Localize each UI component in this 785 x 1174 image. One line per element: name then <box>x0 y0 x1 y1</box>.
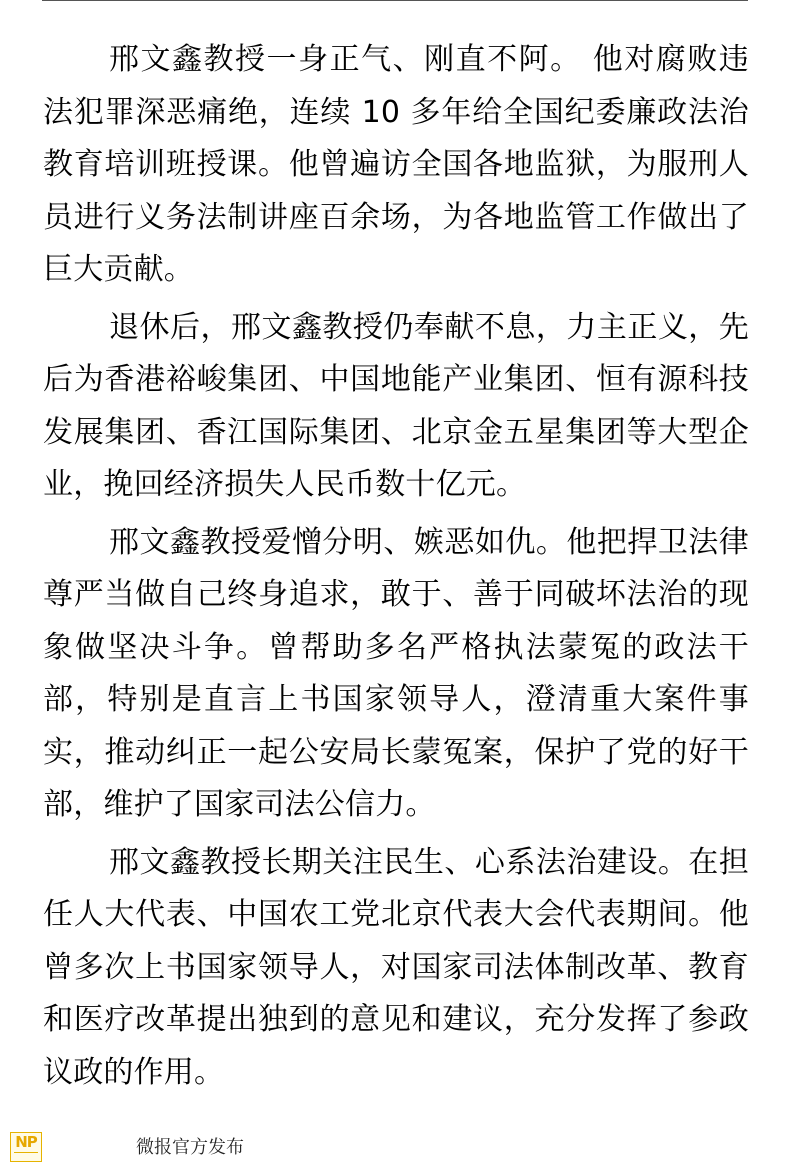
logo-underline <box>14 1152 38 1159</box>
top-divider <box>42 0 748 1</box>
footer <box>10 1128 770 1168</box>
footer-caption: 微报官方发布 <box>136 1137 244 1158</box>
paragraph-3: 邢文鑫教授爱憎分明、嫉恶如仇。他把捍卫法律尊严当做自己终身追求，敢于、善于同破坏法治的现象做坚决斗争。曾帮助多名严格执法蒙冤的政法干部，特别是直言上书国家领导人，澄清重大案件事实，推动纠正一起公安局长蒙冤案，保护了党的好干部，维护了国家司法公信力。 <box>43 524 749 822</box>
paragraph-1: 邢文鑫教授一身正气、刚直不阿。 他对腐败违法犯罪深恶痛绝，连续 10 多年给全国纪委廉政法治教育培训班授课。他曾遍访全国各地监狱，为服刑人员进行义务法制讲座百余场，为各地监管工作做出了巨大贡献。 <box>43 42 749 287</box>
paragraph-4: 邢文鑫教授长期关注民生、心系法治建设。在担任人大代表、中国农工党北京代表大会代表期间。他曾多次上书国家领导人，对国家司法体制改革、教育和医疗改革提出独到的意见和建议，充分发挥了参政议政的作用。 <box>43 844 749 1090</box>
logo-text: NP <box>15 1133 37 1151</box>
paragraph-2: 退休后，邢文鑫教授仍奉献不息，力主正义，先后为香港裕峻集团、中国地能产业集团、恒有源科技发展集团、香江国际集团、北京金五星集团等大型企业，挽回经济损失人民币数十亿元。 <box>43 309 749 502</box>
article-body <box>43 34 749 1104</box>
np-logo-icon <box>10 1132 42 1162</box>
